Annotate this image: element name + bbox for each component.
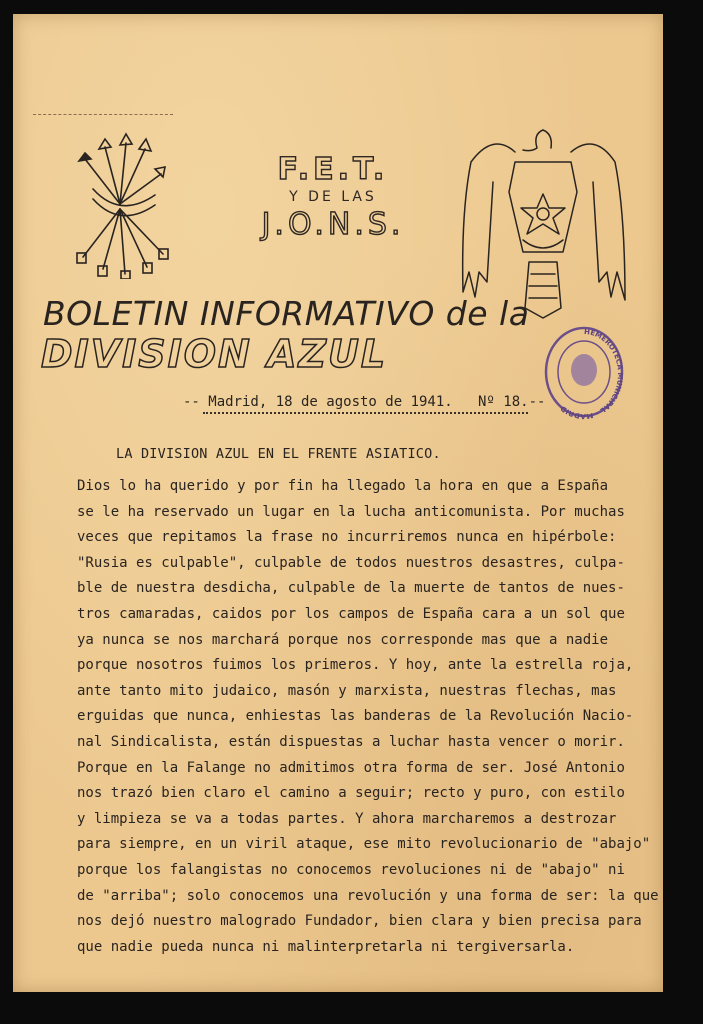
body-line: Porque en la Falange no admitimos otra forma de ser. José Antonio [77,759,625,776]
body-line: ble de nuestra desdicha, culpable de la muerte de tantos de nues- [77,580,625,597]
body-line: para siempre, en un viril ataque, ese mito revolucionario de "abajo" [77,836,651,853]
y-de-las-line: Y DE LAS [289,189,377,205]
fet-line: F.E.T. [277,152,389,187]
yoke-and-arrows-icon [63,129,178,279]
library-stamp [543,324,625,420]
body-line: "Rusia es culpable", culpable de todos nuestros desastres, culpa- [77,554,625,571]
stamp-text: HEMEROTECA MUNICIPAL · MADRID [559,327,625,420]
division-title: DIVISION AZUL [41,332,388,376]
eagle-emblem-icon [453,122,633,322]
body-line: ante tanto mito judaico, masón y marxista, nuestras flechas, mas [77,682,617,699]
body-line: se le ha reservado un lugar en la lucha anticomunista. Por muchas [77,503,625,520]
body-line: nal Sindicalista, están dispuestas a luchar hasta vencer o morir. [77,733,625,750]
body-line: veces que repitamos la frase no incurriremos nunca en hipérbole: [77,529,617,546]
body-line: de "arriba"; solo conocemos una revolución y una forma de ser: la que [77,887,659,904]
body-line: porque nosotros fuimos los primeros. Y hoy, ante la estrella roja, [77,657,634,674]
top-dashed-rule [33,114,173,115]
document-page [13,14,663,992]
body-line: porque los falangistas no conocemos revoluciones ni de "abajo" ni [77,861,625,878]
jons-line: J.O.N.S. [261,207,405,242]
body-line: Dios lo ha querido y por fin ha llegado la hora en que a España [77,478,609,494]
dotted-rule [203,412,528,414]
fet-jons-heading [253,154,413,242]
article-heading: LA DIVISION AZUL EN EL FRENTE ASIATICO. [116,446,441,462]
body-line: y limpieza se va a todas partes. Y ahora marcharemos a destrozar [77,810,617,827]
body-line: ya nunca se nos marchará porque nos corresponde mas que a nadie [77,631,609,648]
body-line: nos dejó nuestro malogrado Fundador, bien clara y bien precisa para [77,913,642,930]
body-line: erguidas que nunca, enhiestas las banderas de la Revolución Nacio- [77,708,634,725]
article-body [77,474,657,960]
body-line: que nadie pueda nunca ni malinterpretarla ni tergiversarla. [77,938,575,955]
bulletin-title: BOLETIN INFORMATIVO de la [43,294,530,333]
body-line: tros camaradas, caidos por los campos de España cara a un sol que [77,605,625,622]
dateline: -- Madrid, 18 de agosto de 1941. Nº 18.-- [183,394,546,410]
body-line: nos trazó bien claro el camino a seguir; recto y puro, con estilo [77,785,625,802]
